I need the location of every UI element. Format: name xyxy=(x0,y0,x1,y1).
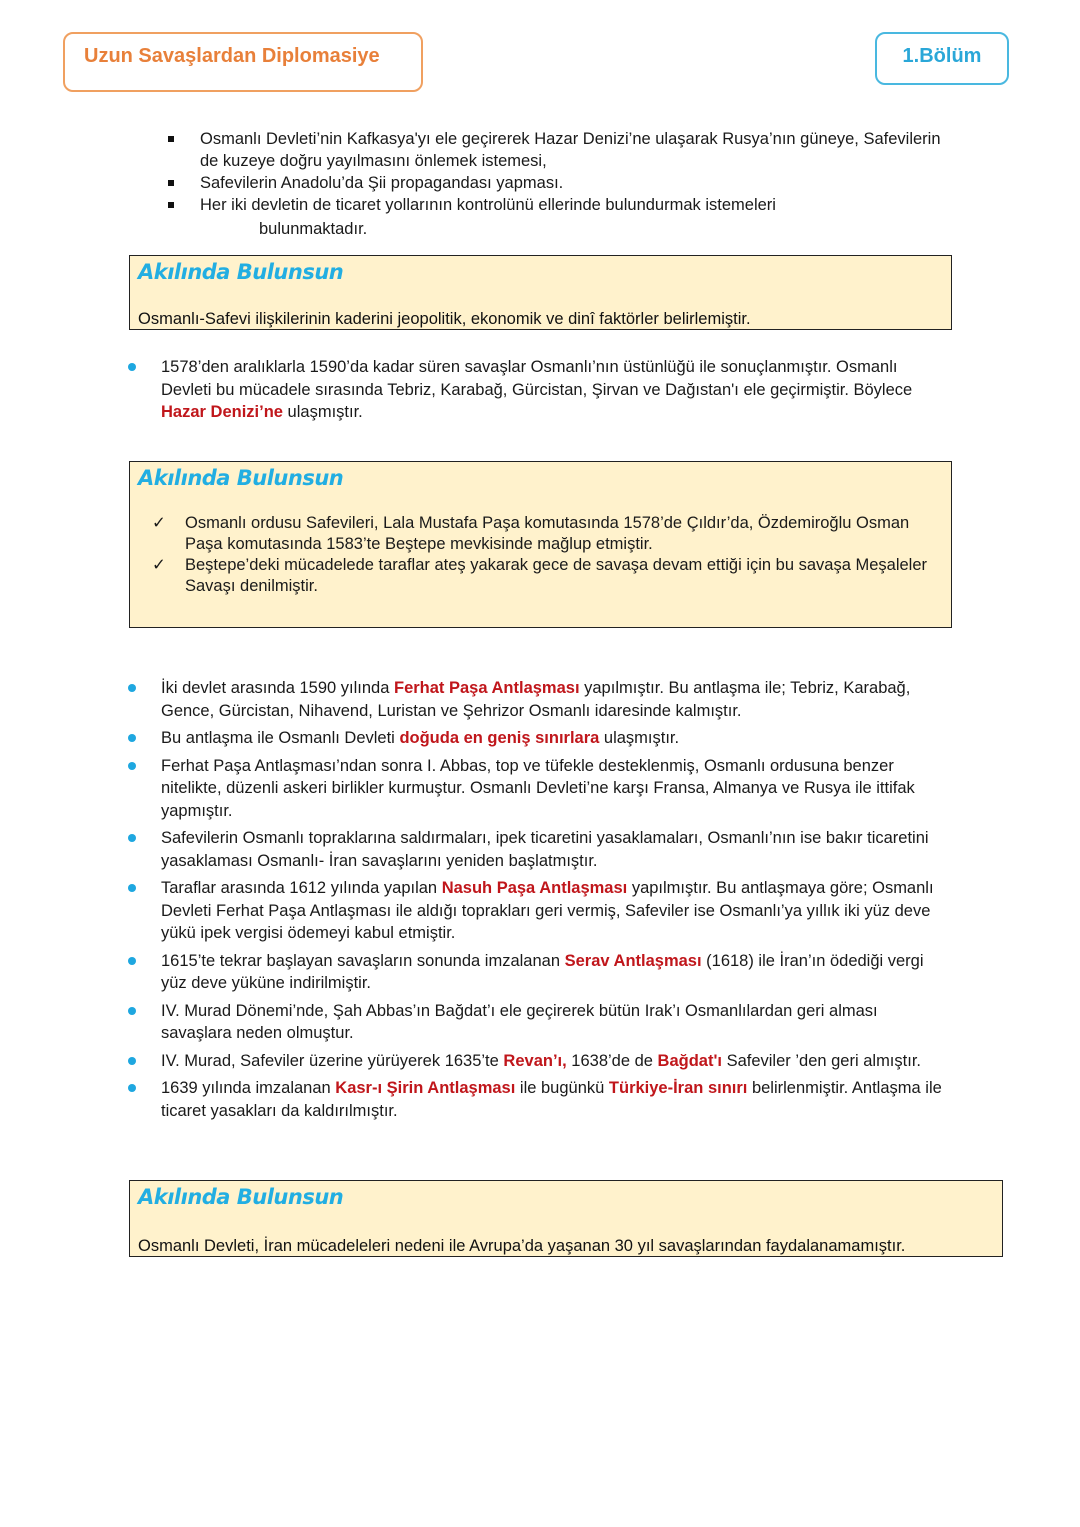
bullet-dot-icon xyxy=(128,1057,136,1065)
list-item-text: Osmanlı Devleti’nin Kafkasya'yı ele geçirerek Hazar Denizi’ne ulaşarak Rusya’nın güneye, Safevilerin de kuzeye doğru yayılmasını önlemek istemesi, xyxy=(200,130,941,170)
note-text: Osmanlı Devleti, İran mücadeleleri nedeni ile Avrupa’da yaşanan 30 yıl savaşlarından faydalanamamıştır. xyxy=(138,1237,906,1255)
treaties-list xyxy=(128,677,948,1127)
text: 1578’den aralıklarla 1590’da kadar süren savaşlar Osmanlı’nın üstünlüğü ile sonuçlanmıştır. Osmanlı Devleti bu mücadele sırasında Tebriz, Karabağ, Gürcistan, Şirvan ve Dağıstan'ı ele geçirmiştir. Böylece xyxy=(161,358,913,399)
list-item xyxy=(128,827,948,872)
checkmark-icon: ✓ xyxy=(152,514,166,532)
bullet-dot-icon xyxy=(128,834,136,842)
square-bullet-icon xyxy=(168,180,174,186)
list-item xyxy=(150,555,930,597)
bullet-dot-icon xyxy=(128,734,136,742)
chapter-badge xyxy=(875,32,1009,85)
bullet-dot-icon xyxy=(128,684,136,692)
bullet-dot-icon xyxy=(128,884,136,892)
text: Safevilerin Osmanlı topraklarına saldırmaları, ipek ticaretini yasaklamaları, Osmanlı’nın ise bakır ticaretini yasaklaması Osmanlı- İran savaşlarını yeniden başlatmıştır. xyxy=(161,829,929,870)
note-heading: Akılında Bulunsun xyxy=(138,466,344,490)
highlight-text: Kasr-ı Şirin Antlaşması xyxy=(335,1079,516,1097)
text: Taraflar arasında 1612 yılında yapılan xyxy=(161,879,442,897)
note-box-1 xyxy=(129,255,952,330)
list-item xyxy=(128,1050,948,1073)
list-item xyxy=(128,727,948,750)
section-title-box xyxy=(63,32,423,92)
chapter-label: 1.Bölüm xyxy=(902,45,982,67)
reasons-list xyxy=(166,128,946,216)
text: İki devlet arasında 1590 yılında xyxy=(161,679,394,697)
text: 1638’de de xyxy=(566,1051,658,1070)
text: ulaşmıştır. xyxy=(282,403,363,421)
list-item xyxy=(150,513,930,555)
list-item xyxy=(128,677,948,722)
list-item-text: Beştepe’deki mücadelede taraflar ateş yakarak gece de savaşa devam ettiği için bu savaşa Meşaleler Savaşı denilmiştir. xyxy=(185,556,927,595)
list-item xyxy=(128,755,948,823)
text: IV. Murad, Safeviler üzerine yürüyerek 1635’te xyxy=(161,1051,504,1070)
highlight-text: Türkiye-İran sınırı xyxy=(608,1079,748,1097)
text: (1618) ile İran’ın ödediği vergi yüz deve yüküne indirilmiştir. xyxy=(161,951,924,992)
list-item-text: Safevilerin Anadolu’da Şii propagandası yapması. xyxy=(200,174,564,192)
text: ulaşmıştır. xyxy=(599,729,680,747)
check-list xyxy=(150,513,930,597)
text: yapılmıştır. Bu antlaşma ile; Tebriz, Karabağ, Gence, Gürcistan, Nihavend, Luristan ve Şehrizor Osmanlı idaresinde kalmıştır. xyxy=(161,679,911,720)
list-item xyxy=(166,128,946,172)
bullet-dot-icon xyxy=(128,762,136,770)
text: IV. Murad Dönemi’nde, Şah Abbas’ın Bağdat’ı ele geçirerek bütün Irak’ı Osmanlılardan geri alması savaşlara neden olmuştur. xyxy=(161,1001,878,1042)
list-item-text: Her iki devletin de ticaret yollarının kontrolünü ellerinde bulundurmak istemeleri xyxy=(200,196,776,214)
list-item xyxy=(128,1077,948,1122)
reasons-continuation: bulunmaktadır. xyxy=(259,220,368,238)
bullet-dot-icon xyxy=(128,363,136,371)
square-bullet-icon xyxy=(168,136,174,142)
text: Bu antlaşma ile Osmanlı Devleti xyxy=(161,729,400,747)
highlight-text: Bağdat'ı xyxy=(657,1051,722,1070)
text: belirlenmiştir. Antlaşma ile ticaret yasakları da kaldırılmıştır. xyxy=(161,1079,942,1120)
text: Safeviler ’den geri almıştır. xyxy=(721,1051,921,1070)
list-item xyxy=(166,194,946,216)
highlight-text: Revan’ı, xyxy=(503,1051,567,1070)
note-heading: Akılında Bulunsun xyxy=(138,260,344,284)
list-item-text: Osmanlı ordusu Safevileri, Lala Mustafa Paşa komutasında 1578’de Çıldır’da, Özdemiroğlu Osman Paşa komutasında 1583’te Beştepe mevkisinde mağlup etmiştir. xyxy=(185,514,910,553)
bullet-dot-icon xyxy=(128,1007,136,1015)
list-item xyxy=(128,950,948,995)
paragraph-1 xyxy=(128,356,948,429)
note-box-3 xyxy=(129,1180,1003,1257)
list-item xyxy=(128,1000,948,1045)
note-heading: Akılında Bulunsun xyxy=(138,1185,344,1209)
text: 1615’te tekrar başlayan savaşların sonunda imzalanan xyxy=(161,951,565,970)
highlight-text: doğuda en geniş sınırlara xyxy=(399,729,600,747)
highlight-text: Ferhat Paşa Antlaşması xyxy=(393,679,580,697)
bullet-dot-icon xyxy=(128,957,136,965)
list-item xyxy=(128,877,948,945)
text: Ferhat Paşa Antlaşması’ndan sonra I. Abbas, top ve tüfekle desteklenmiş, Osmanlı ordusuna benzer nitelikte, düzenli askeri birlikler kurmuştur. Osmanlı Devleti’ne karşı Fransa, Almanya ve Rusya ile ittifak yapmıştır. xyxy=(161,756,915,820)
bullet-dot-icon xyxy=(128,1084,136,1092)
note-box-2 xyxy=(129,461,952,628)
checkmark-icon: ✓ xyxy=(152,556,166,574)
text: ile bugünkü xyxy=(515,1079,609,1097)
note-text: Osmanlı-Safevi ilişkilerinin kaderini jeopolitik, ekonomik ve dinî faktörler belirlemiştir. xyxy=(138,310,751,328)
section-title: Uzun Savaşlardan Diplomasiye xyxy=(84,45,380,67)
text: yapılmıştır. Bu antlaşmaya göre; Osmanlı Devleti Ferhat Paşa Antlaşması ile aldığı toprakları geri vermiş, Safeviler ise Osmanlı’ya yıllık iki yüz deve yükü ipek vergisi ödemeyi kabul etmiştir. xyxy=(161,879,934,942)
highlight-text: Serav Antlaşması xyxy=(564,951,702,970)
text: 1639 yılında imzalanan xyxy=(161,1079,336,1097)
list-item xyxy=(128,356,948,424)
highlight-text: Hazar Denizi’ne xyxy=(161,403,283,421)
list-item xyxy=(166,172,946,194)
highlight-text: Nasuh Paşa Antlaşması xyxy=(441,879,628,897)
square-bullet-icon xyxy=(168,202,174,208)
